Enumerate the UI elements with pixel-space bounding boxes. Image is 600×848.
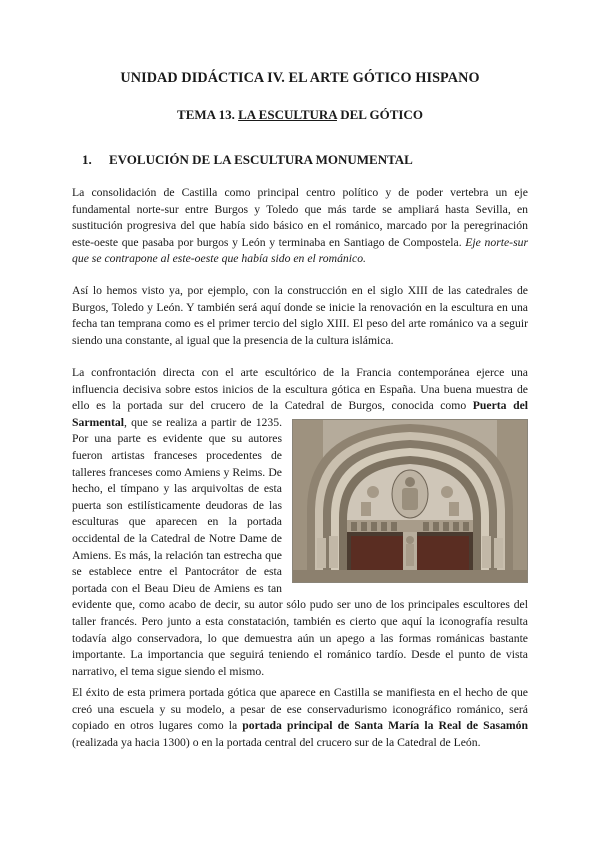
section-title: EVOLUCIÓN DE LA ESCULTURA MONUMENTAL bbox=[109, 152, 413, 167]
paragraph-3-text-after: , que se realiza a partir de 1235. Por una parte es evidente que su autores fueron artistas franceses procedentes de talleres franceses como Amiens y Reims. De hecho, el tímpano y las arquivoltas de esta puerta son estilísticamente deudoras de las esculturas que aparecen en la portada occidental de la Catedral de Notre Dame de Amiens. Es más, la relación tan estrecha que se establece entre el Pantocrátor de esta portada con el Beau Dieu de Amiens es tan evidente que, como acabo de decir, su autor sólo pudo ser uno de los principales escultores del taller francés. Pero junto a esta constatación, también es cierto que aquí la iconografía resulta todavía algo conservadora, lo que demuestra aún un apego a las formas románicas bastante importante. La importancia que seguirá teniendo el románico tardío. Desde el punto de vista narrativo, el tema sigue siendo el mismo. bbox=[72, 415, 528, 678]
paragraph-2-text: Así lo hemos visto ya, por ejemplo, con la construcción en el siglo XIII de las catedrales de Burgos, Toledo y León. Y también será aquí donde se inicie la renovación en la escultura en una fecha tan temprana como es el primer tercio del siglo XIII. El peso del arte románico va a seguir siendo una constante, al igual que la presencia de la cultura islámica. bbox=[72, 284, 528, 347]
paragraph-1 bbox=[72, 185, 528, 268]
subtitle-underlined: LA ESCULTURA bbox=[238, 107, 337, 122]
paragraph-4-bold: portada principal de Santa María la Real de Sasamón bbox=[242, 719, 528, 733]
pantocrator-body bbox=[402, 488, 418, 510]
paragraph-1-text: La consolidación de Castilla como principal centro político y de poder vertebra un eje fundamental norte-sur entre Burgos y Toledo que más tarde se ampliará hasta Sevilla, en sustitución progresiva del que había sido básico en el románico, marcado por la peregrinación este-oeste que pasaba por burgos y León y terminaba en Santiago de Compostela. bbox=[72, 186, 528, 249]
trumeau-statue-head bbox=[406, 536, 414, 544]
paragraph-3-bold: Puerta del Sarmental bbox=[72, 399, 529, 429]
plinth bbox=[293, 570, 527, 582]
evangelist-figure-2 bbox=[449, 502, 459, 516]
section-heading bbox=[82, 152, 413, 169]
paragraph-4-text-after: (realizada ya hacia 1300) o en la portada central del crucero sur de la Catedral de León. bbox=[72, 735, 481, 749]
cathedral-portal-photo bbox=[292, 419, 528, 583]
trumeau-statue-body bbox=[406, 544, 414, 566]
subtitle-suffix: DEL GÓTICO bbox=[336, 107, 423, 122]
document-title: UNIDAD DIDÁCTICA IV. EL ARTE GÓTICO HISPANO bbox=[120, 70, 480, 86]
evangelist-figure-1 bbox=[361, 502, 371, 516]
subtitle-prefix: TEMA 13. bbox=[177, 107, 239, 122]
paragraph-4-text-before: El éxito de esta primera portada gótica que aparece en Castilla se manifiesta en el hecho de que creó una escuela y su modelo, a pesar de ese conservadurismo iconográfico románico, será copiado en otros lugares como la bbox=[72, 686, 528, 733]
pantocrator-head bbox=[405, 477, 415, 487]
paragraph-3-text-before: La confrontación directa con el arte escultórico de la Francia contemporánea ejerce una influencia decisiva sobre estos inicios de la escultura gótica en España. Una buena muestra de ello es la portada sur del crucero de la Catedral de Burgos, conocida como bbox=[72, 366, 528, 413]
section-number: 1. bbox=[82, 152, 92, 167]
paragraph-2 bbox=[72, 283, 528, 349]
evangelist-symbol-1 bbox=[367, 486, 379, 498]
document-subtitle bbox=[0, 107, 600, 124]
paragraph-3 bbox=[72, 365, 528, 680]
paragraph-4 bbox=[72, 685, 528, 751]
evangelist-symbol-2 bbox=[441, 486, 453, 498]
paragraph-1-italic: Eje norte-sur que se contrapone al este-oeste que había sido en el románico. bbox=[72, 235, 529, 266]
portal-illustration bbox=[293, 420, 527, 582]
